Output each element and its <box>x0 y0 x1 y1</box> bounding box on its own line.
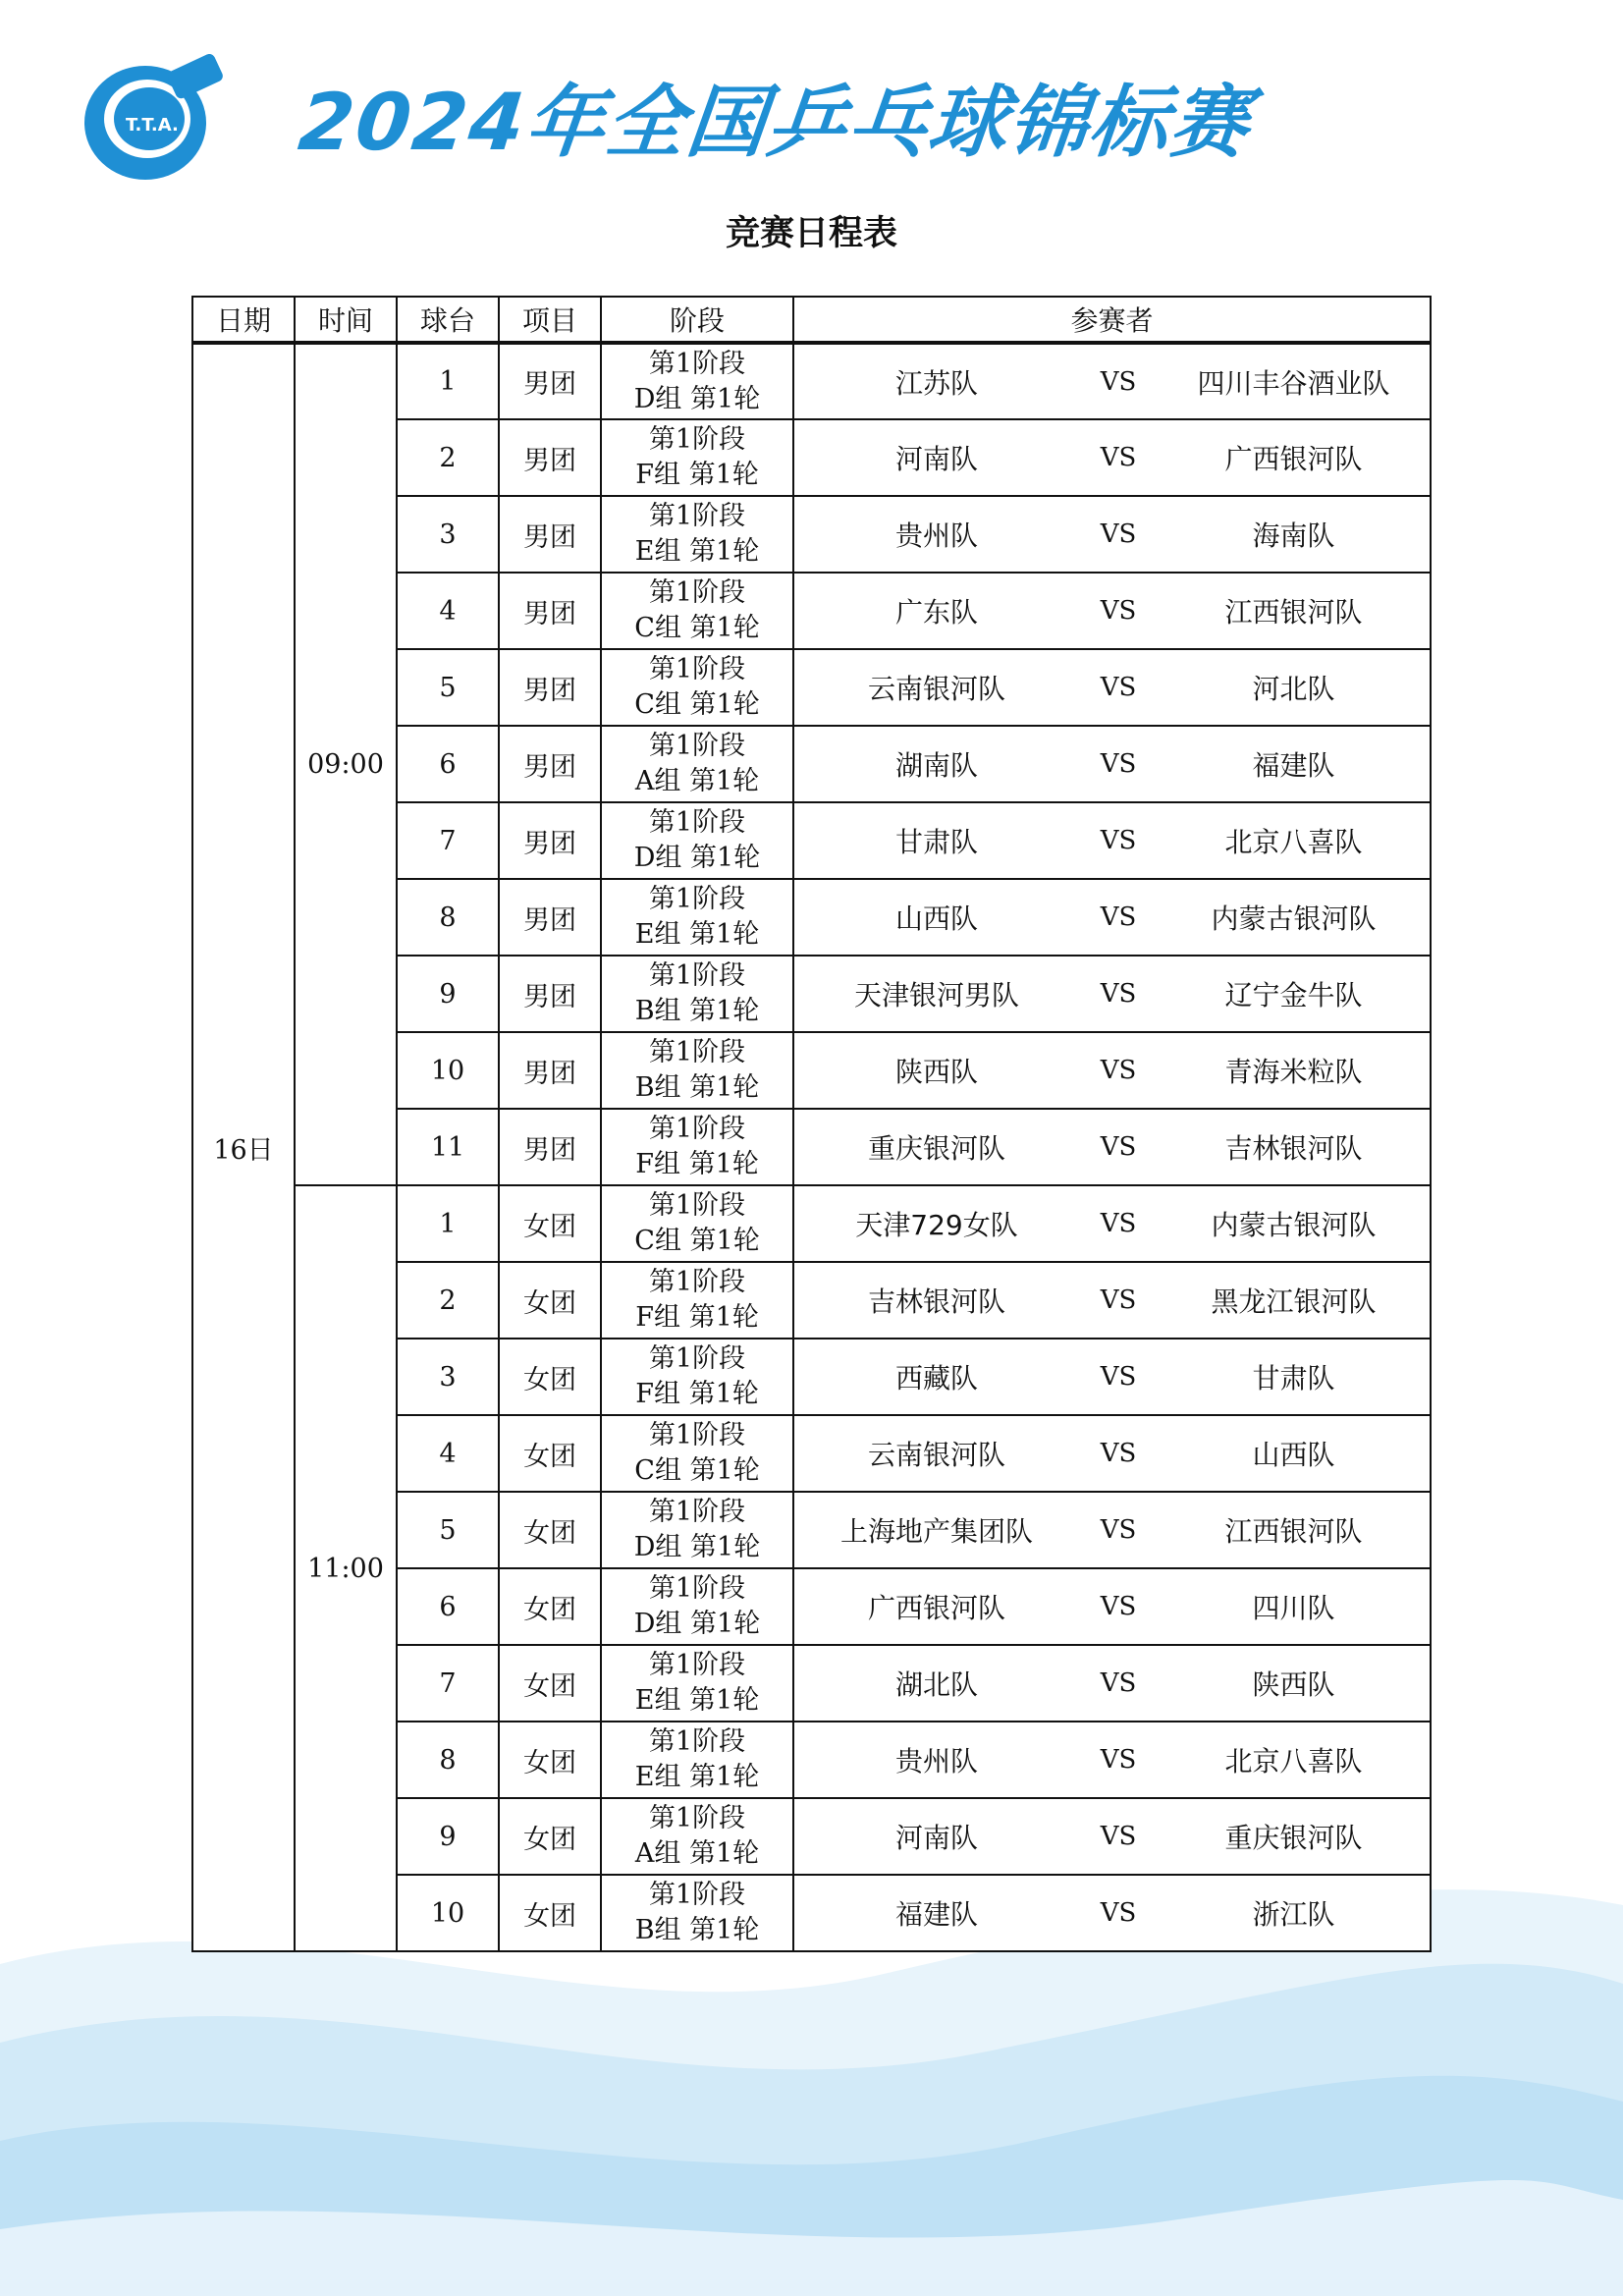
category-cell: 男团 <box>499 802 601 879</box>
table-number-cell: 10 <box>397 1032 499 1109</box>
category-cell: 男团 <box>499 726 601 802</box>
stage-group-round: E组 第1轮 <box>634 919 760 950</box>
category-cell: 女团 <box>499 1492 601 1568</box>
stage-phase: 第1阶段 <box>648 1190 746 1221</box>
stage-cell <box>601 649 793 726</box>
category-cell: 女团 <box>499 1798 601 1875</box>
table-number-cell: 2 <box>397 419 499 496</box>
team-b: 北京八喜队 <box>1224 826 1363 858</box>
team-a: 西藏队 <box>894 1362 978 1394</box>
stage-cell <box>601 1875 793 1951</box>
team-a: 云南银河队 <box>867 1439 1005 1471</box>
vs-label: VS <box>1100 902 1137 932</box>
participants-cell <box>793 419 1431 496</box>
stage-group-round: D组 第1轮 <box>633 383 761 414</box>
participants-cell <box>793 956 1431 1032</box>
participants-cell <box>793 879 1431 956</box>
team-b: 河北队 <box>1252 673 1335 705</box>
participants-cell <box>793 726 1431 802</box>
team-b: 吉林银河队 <box>1224 1132 1363 1165</box>
logo-text: T.T.A. <box>126 115 179 136</box>
team-a: 吉林银河队 <box>867 1285 1005 1318</box>
participants-cell <box>793 1722 1431 1798</box>
header-category: 项目 <box>499 297 601 343</box>
category-cell: 女团 <box>499 1568 601 1645</box>
team-a: 山西队 <box>894 902 978 935</box>
time-cell: 11:00 <box>295 1185 397 1951</box>
stage-phase: 第1阶段 <box>648 884 746 914</box>
stage-cell <box>601 1262 793 1339</box>
stage-group-round: E组 第1轮 <box>634 1685 760 1716</box>
category-cell: 男团 <box>499 879 601 956</box>
stage-group-round: D组 第1轮 <box>633 843 761 873</box>
team-b: 内蒙古银河队 <box>1211 1209 1377 1241</box>
team-a: 河南队 <box>894 1822 978 1854</box>
vs-label: VS <box>1100 1439 1137 1468</box>
table-number-cell: 4 <box>397 1415 499 1492</box>
stage-phase: 第1阶段 <box>648 1114 746 1144</box>
vs-label: VS <box>1100 979 1137 1009</box>
schedule-body <box>192 343 1431 1951</box>
team-a: 贵州队 <box>894 1745 978 1777</box>
stage-phase: 第1阶段 <box>648 1803 746 1833</box>
stage-phase: 第1阶段 <box>648 1343 746 1374</box>
team-a: 广东队 <box>894 596 978 629</box>
category-cell: 女团 <box>499 1722 601 1798</box>
stage-group-round: E组 第1轮 <box>634 536 760 567</box>
stage-group-round: F组 第1轮 <box>635 1379 759 1409</box>
stage-phase: 第1阶段 <box>648 731 746 761</box>
table-number-cell: 2 <box>397 1262 499 1339</box>
participants-cell <box>793 1798 1431 1875</box>
category-cell: 男团 <box>499 496 601 573</box>
team-b: 甘肃队 <box>1252 1362 1335 1394</box>
participants-cell <box>793 1875 1431 1951</box>
stage-cell <box>601 573 793 649</box>
team-a: 天津银河男队 <box>853 979 1019 1011</box>
stage-cell <box>601 879 793 956</box>
stage-group-round: F组 第1轮 <box>635 1149 759 1179</box>
participants-cell <box>793 1185 1431 1262</box>
stage-group-round: A组 第1轮 <box>634 766 760 796</box>
table-number-cell: 5 <box>397 1492 499 1568</box>
header-participants: 参赛者 <box>793 297 1431 343</box>
team-b: 青海米粒队 <box>1224 1056 1363 1088</box>
category-cell: 男团 <box>499 343 601 419</box>
stage-cell <box>601 419 793 496</box>
participants-cell <box>793 1109 1431 1185</box>
team-a: 贵州队 <box>894 519 978 552</box>
time-cell: 09:00 <box>295 343 397 1185</box>
stage-cell <box>601 1645 793 1722</box>
vs-label: VS <box>1100 366 1137 397</box>
team-a: 湖北队 <box>894 1668 978 1701</box>
header-time: 时间 <box>295 297 397 343</box>
stage-phase: 第1阶段 <box>648 1573 746 1604</box>
stage-cell <box>601 1339 793 1415</box>
stage-group-round: C组 第1轮 <box>634 689 760 720</box>
stage-phase: 第1阶段 <box>648 1497 746 1527</box>
category-cell: 女团 <box>499 1262 601 1339</box>
stage-phase: 第1阶段 <box>648 1037 746 1067</box>
stage-group-round: F组 第1轮 <box>635 1302 759 1333</box>
stage-phase: 第1阶段 <box>648 424 746 455</box>
main-title: 2024年全国乒乓球锦标赛 <box>295 77 1256 168</box>
participants-cell <box>793 1645 1431 1722</box>
vs-label: VS <box>1100 1515 1137 1545</box>
team-a: 福建队 <box>894 1898 978 1931</box>
vs-label: VS <box>1100 749 1137 779</box>
vs-label: VS <box>1100 443 1137 472</box>
schedule-subtitle: 竞赛日程表 <box>725 214 897 253</box>
stage-phase: 第1阶段 <box>648 807 746 838</box>
stage-group-round: A组 第1轮 <box>634 1838 760 1869</box>
stage-cell <box>601 496 793 573</box>
stage-cell <box>601 726 793 802</box>
team-b: 福建队 <box>1252 749 1335 782</box>
stage-phase: 第1阶段 <box>648 501 746 531</box>
participants-cell <box>793 573 1431 649</box>
stage-phase: 第1阶段 <box>648 960 746 991</box>
table-header-row <box>192 297 1431 343</box>
table-number-cell: 1 <box>397 1185 499 1262</box>
stage-cell <box>601 1032 793 1109</box>
stage-cell <box>601 1109 793 1185</box>
team-b: 陕西队 <box>1252 1668 1335 1701</box>
vs-label: VS <box>1100 1592 1137 1621</box>
table-number-cell: 1 <box>397 343 499 419</box>
participants-cell <box>793 1492 1431 1568</box>
vs-label: VS <box>1100 1668 1137 1698</box>
team-a: 重庆银河队 <box>867 1132 1005 1165</box>
stage-group-round: D组 第1轮 <box>633 1532 761 1562</box>
table-number-cell: 7 <box>397 1645 499 1722</box>
vs-label: VS <box>1100 1056 1137 1085</box>
table-row <box>192 343 1431 419</box>
participants-cell <box>793 1339 1431 1415</box>
category-cell: 女团 <box>499 1645 601 1722</box>
participants-cell <box>793 1415 1431 1492</box>
vs-label: VS <box>1100 673 1137 702</box>
stage-phase: 第1阶段 <box>648 1880 746 1910</box>
participants-cell <box>793 1032 1431 1109</box>
stage-cell <box>601 343 793 419</box>
header-date: 日期 <box>192 297 295 343</box>
participants-cell <box>793 1262 1431 1339</box>
category-cell: 男团 <box>499 1109 601 1185</box>
vs-label: VS <box>1100 1285 1137 1315</box>
table-number-cell: 6 <box>397 726 499 802</box>
team-b: 重庆银河队 <box>1224 1822 1363 1854</box>
category-cell: 女团 <box>499 1875 601 1951</box>
table-number-cell: 7 <box>397 802 499 879</box>
category-cell: 男团 <box>499 1032 601 1109</box>
schedule-table <box>191 296 1432 1952</box>
participants-cell <box>793 802 1431 879</box>
stage-group-round: F组 第1轮 <box>635 460 759 490</box>
participants-cell <box>793 1568 1431 1645</box>
stage-cell <box>601 1492 793 1568</box>
category-cell: 男团 <box>499 419 601 496</box>
date-cell: 16日 <box>192 343 295 1951</box>
stage-group-round: C组 第1轮 <box>634 613 760 643</box>
team-b: 江西银河队 <box>1224 596 1363 629</box>
team-a: 云南银河队 <box>867 673 1005 705</box>
table-number-cell: 9 <box>397 956 499 1032</box>
stage-cell <box>601 1798 793 1875</box>
participants-cell <box>793 649 1431 726</box>
stage-cell <box>601 956 793 1032</box>
team-b: 浙江队 <box>1252 1898 1335 1931</box>
vs-label: VS <box>1100 1209 1137 1238</box>
table-number-cell: 3 <box>397 496 499 573</box>
category-cell: 女团 <box>499 1185 601 1262</box>
stage-phase: 第1阶段 <box>648 654 746 684</box>
stage-cell <box>601 1415 793 1492</box>
vs-label: VS <box>1100 1822 1137 1851</box>
stage-phase: 第1阶段 <box>648 1726 746 1757</box>
stage-group-round: D组 第1轮 <box>633 1609 761 1639</box>
stage-phase: 第1阶段 <box>648 348 746 379</box>
vs-label: VS <box>1100 1132 1137 1162</box>
vs-label: VS <box>1100 1362 1137 1392</box>
stage-phase: 第1阶段 <box>648 1267 746 1297</box>
stage-group-round: B组 第1轮 <box>634 1072 760 1103</box>
team-b: 内蒙古银河队 <box>1211 902 1377 935</box>
stage-phase: 第1阶段 <box>648 577 746 608</box>
team-b: 四川丰谷酒业队 <box>1197 366 1390 400</box>
stage-group-round: C组 第1轮 <box>634 1455 760 1486</box>
stage-cell <box>601 802 793 879</box>
team-b: 山西队 <box>1252 1439 1335 1471</box>
category-cell: 男团 <box>499 649 601 726</box>
table-number-cell: 11 <box>397 1109 499 1185</box>
table-row <box>192 1185 1431 1262</box>
team-b: 广西银河队 <box>1224 443 1363 475</box>
participants-cell <box>793 496 1431 573</box>
table-number-cell: 8 <box>397 1722 499 1798</box>
vs-label: VS <box>1100 596 1137 626</box>
category-cell: 男团 <box>499 956 601 1032</box>
team-a: 江苏队 <box>894 366 978 400</box>
team-b: 辽宁金牛队 <box>1224 979 1363 1011</box>
vs-label: VS <box>1100 1745 1137 1775</box>
table-number-cell: 3 <box>397 1339 499 1415</box>
stage-group-round: E组 第1轮 <box>634 1762 760 1792</box>
stage-phase: 第1阶段 <box>648 1650 746 1680</box>
vs-label: VS <box>1100 1898 1137 1928</box>
vs-label: VS <box>1100 826 1137 855</box>
table-number-cell: 10 <box>397 1875 499 1951</box>
team-a: 河南队 <box>894 443 978 475</box>
team-a: 广西银河队 <box>867 1592 1005 1624</box>
team-b: 四川队 <box>1252 1592 1335 1624</box>
team-b: 江西银河队 <box>1224 1515 1363 1548</box>
category-cell: 女团 <box>499 1339 601 1415</box>
table-number-cell: 6 <box>397 1568 499 1645</box>
team-b: 黑龙江银河队 <box>1211 1285 1377 1318</box>
tta-logo <box>77 54 224 182</box>
stage-group-round: B组 第1轮 <box>634 1915 760 1945</box>
team-a: 甘肃队 <box>894 826 978 858</box>
team-b: 海南队 <box>1252 519 1335 552</box>
team-a: 陕西队 <box>894 1056 978 1088</box>
team-a: 上海地产集团队 <box>839 1515 1033 1548</box>
stage-cell <box>601 1722 793 1798</box>
header-stage: 阶段 <box>601 297 793 343</box>
stage-group-round: C组 第1轮 <box>634 1226 760 1256</box>
team-a: 湖南队 <box>894 749 978 782</box>
stage-cell <box>601 1568 793 1645</box>
team-b: 北京八喜队 <box>1224 1745 1363 1777</box>
stage-group-round: B组 第1轮 <box>634 996 760 1026</box>
category-cell: 男团 <box>499 573 601 649</box>
category-cell: 女团 <box>499 1415 601 1492</box>
table-number-cell: 8 <box>397 879 499 956</box>
participants-cell <box>793 343 1431 419</box>
vs-label: VS <box>1100 519 1137 549</box>
table-number-cell: 9 <box>397 1798 499 1875</box>
header-table-no: 球台 <box>397 297 499 343</box>
stage-cell <box>601 1185 793 1262</box>
table-number-cell: 5 <box>397 649 499 726</box>
table-number-cell: 4 <box>397 573 499 649</box>
stage-phase: 第1阶段 <box>648 1420 746 1450</box>
team-a: 天津729女队 <box>855 1209 1018 1241</box>
